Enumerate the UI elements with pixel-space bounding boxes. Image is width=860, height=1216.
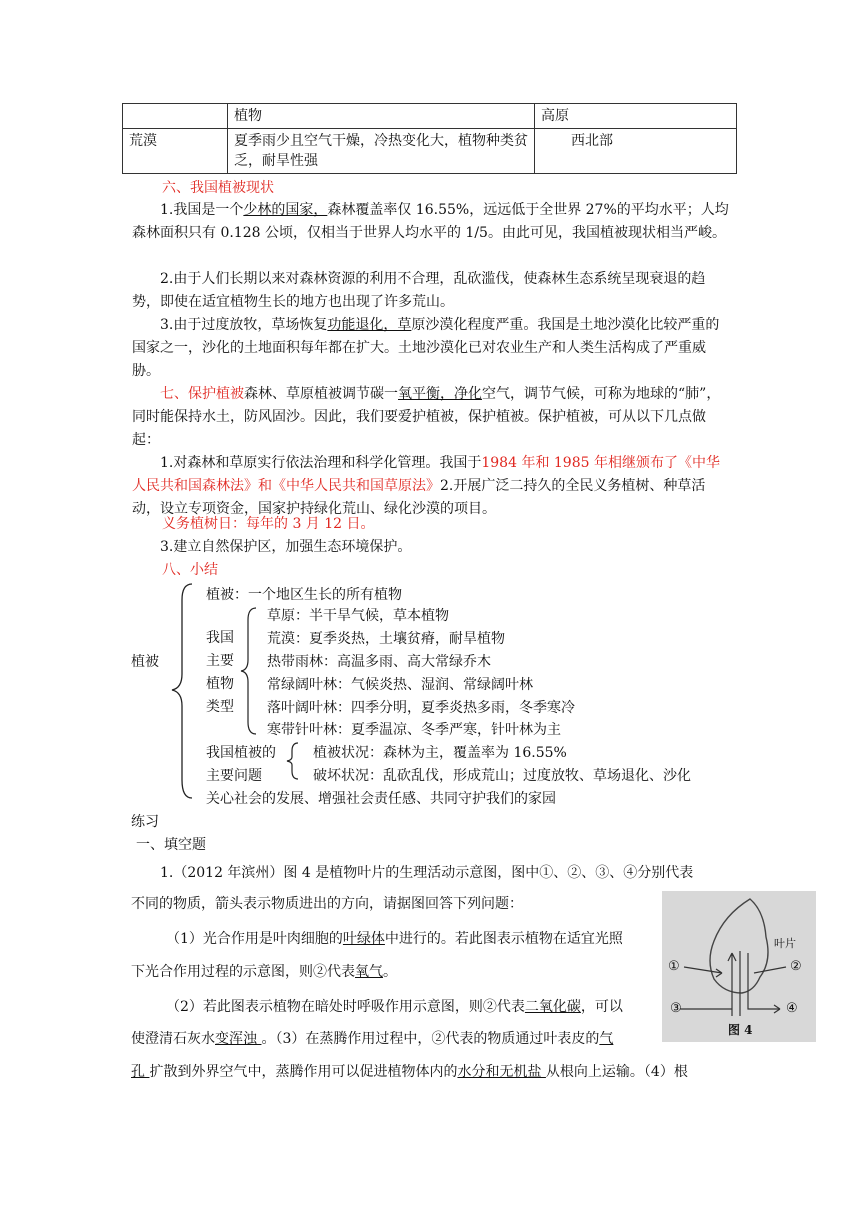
marker-1: ① (668, 959, 680, 974)
text: 空气，调节气候，可称为地球的“肺”，同时能保持水土，防风固沙。因此，我们要爱护植被，保护植被。保护植被，可从以下几点做起： (132, 386, 721, 448)
section-7-title: 七、保护植被 (160, 386, 244, 402)
problems-label-1: 我国植被的 (206, 745, 276, 761)
marker-4: ④ (786, 1001, 798, 1016)
table-header-cell (123, 104, 228, 129)
answer: 叶绿体 (342, 931, 385, 947)
types-label-1: 我国 (206, 630, 234, 646)
answer: 二氧化碳 (524, 999, 581, 1015)
type-item: 落叶阔叶林：四季分明，夏季炎热多雨，冬季寒冷 (267, 700, 575, 716)
answer: 氧气 (355, 964, 383, 980)
text: 使澄清石灰水 (131, 1031, 215, 1047)
types-brace (238, 604, 262, 738)
tree-planting-day: 义务植树日：每年的 3 月 12 日。 (162, 516, 375, 532)
underlined-text: 功能退化，草 (327, 317, 412, 333)
outer-brace (170, 580, 200, 802)
marker-2: ② (790, 959, 802, 974)
summary-care: 关心社会的发展、增强社会责任感、共同守护我们的家园 (206, 791, 556, 807)
answer: 变浑浊 (215, 1031, 262, 1047)
text: 1.对森林和草原实行依法治理和科学化管理。我国于 (160, 455, 482, 471)
text: 森林、草原植被调节碳一 (244, 386, 398, 402)
text: 2.开展广泛二持久的全民义务植树、种草活动，设立专项资金，国家护持绿化荒山、绿化沙漠的项目。 (132, 478, 706, 517)
underlined-text: 氧平衡，净化 (398, 386, 482, 402)
table-cell: 夏季雨少且空气干燥，冷热变化大，植物种类贫乏，耐旱性强 (228, 129, 535, 174)
figure-caption: 图 4 (728, 1023, 753, 1037)
problems-label-2: 主要问题 (206, 768, 262, 784)
summary-definition: 植被：一个地区生长的所有植物 (206, 587, 402, 603)
answer: 孔 (131, 1064, 150, 1080)
table-cell: 荒漠 (123, 129, 228, 174)
question-line (166, 996, 623, 1016)
types-label-2: 主要 (206, 653, 234, 669)
sec6-paragraph-1 (132, 199, 732, 245)
table-row (123, 129, 737, 174)
leaf-outline (710, 899, 768, 993)
leaf-figure (662, 891, 816, 1042)
text: 从根向上运输。（4）根 (545, 1064, 688, 1080)
text: 3.由于过度放牧，草场恢复 (160, 317, 328, 333)
marker-3: ③ (670, 1001, 682, 1016)
table-row (123, 104, 737, 129)
answer: 水分和无机盐 (457, 1064, 546, 1080)
practice-title: 练习 (131, 814, 159, 830)
question-line (131, 961, 397, 981)
text: 扩散到外界空气中，蒸腾作用可以促进植物体内的 (149, 1064, 458, 1080)
up-arrow (728, 953, 736, 1016)
table-cell: 西北部 (535, 129, 737, 174)
right-top-arrow (754, 967, 786, 973)
text: 。 (383, 964, 397, 980)
problem-item: 植被状况：森林为主，覆盖率为 16.55% (313, 745, 567, 761)
red-text: 1984 年和 1985 年相继颁布了《中华人民共和国森林法》和《中华人民共和国草原法》 (132, 455, 720, 494)
text: （2）若此图表示植物在暗处时呼吸作用示意图，则②代表 (166, 999, 525, 1015)
type-item: 草原：半干旱气候，草本植物 (267, 608, 449, 624)
text: ，可以 (580, 999, 623, 1015)
text: 森林覆盖率仅 16.55%，远远低于全世界 27%的平均水平；人均森林面积只有 0.128 公顷，仅相当于世界人均水平的 1/5。由此可见，我国植被现状相当严峻。 (132, 202, 729, 241)
sec6-paragraph-3 (132, 314, 732, 383)
underlined-text: 少林的国家， (243, 202, 328, 218)
question-line: 不同的物质，箭头表示物质进出的方向，请据图回答下列问题： (131, 896, 523, 912)
question-line: 1.（2012 年滨州）图 4 是植物叶片的生理活动示意图，图中①、②、③、④分别代表 (160, 865, 694, 881)
text: 。（3）在蒸腾作用过程中，②代表的物质通过叶表皮的 (261, 1031, 600, 1047)
text: 中进行的。若此图表示植物在适宜光照 (384, 931, 623, 947)
right-arrow (748, 953, 780, 1013)
left-arrow (684, 967, 722, 977)
sec7-paragraph-2 (132, 452, 732, 521)
text: （1）光合作用是叶肉细胞的 (166, 931, 343, 947)
summary-root: 植被 (131, 654, 159, 670)
section-6-title: 六、我国植被现状 (162, 180, 274, 196)
type-item: 热带雨林：高温多雨、高大常绿乔木 (267, 654, 491, 670)
sec7-point-3: 3.建立自然保护区，加强生态环境保护。 (160, 539, 412, 555)
answer: 气 (599, 1031, 614, 1047)
type-item: 荒漠：夏季炎热，土壤贫瘠，耐旱植物 (267, 631, 505, 647)
type-item: 常绿阔叶林：气候炎热、湿润、常绿阔叶林 (267, 677, 533, 693)
types-label-4: 类型 (206, 699, 234, 715)
type-item: 寒带针叶林：夏季温凉、冬季严寒，针叶林为主 (267, 722, 561, 738)
text: 下光合作用过程的示意图，则②代表 (131, 964, 355, 980)
problems-brace (284, 740, 302, 782)
text: 1.我国是一个 (160, 202, 244, 218)
question-line (131, 1061, 688, 1081)
question-line (131, 1028, 613, 1048)
text: 原沙漠化程度严重。我国是土地沙漠化比较严重的国家之一，沙化的土地面积每年都在扩大。土地沙漠化已对农业生产和人类生活构成了严重威胁。 (132, 317, 720, 379)
types-label-3: 植物 (206, 676, 234, 692)
table-header-cell: 植物 (228, 104, 535, 129)
vegetation-table (122, 103, 737, 174)
section-8-title: 八、小结 (162, 562, 218, 578)
sec6-paragraph-2: 2.由于人们长期以来对森林资源的利用不合理，乱砍滥伐，使森林生态系统呈现衰退的趋势，即使在适宜植物生长的地方也出现了许多荒山。 (132, 271, 706, 310)
sec7-paragraph-1 (132, 383, 732, 452)
fill-blank-title: 一、填空题 (136, 837, 206, 853)
leaf-label: 叶片 (774, 937, 796, 950)
problem-item: 破坏状况：乱砍乱伐，形成荒山；过度放牧、草场退化、沙化 (313, 768, 691, 784)
table-header-cell: 高原 (535, 104, 737, 129)
question-line (166, 928, 623, 948)
